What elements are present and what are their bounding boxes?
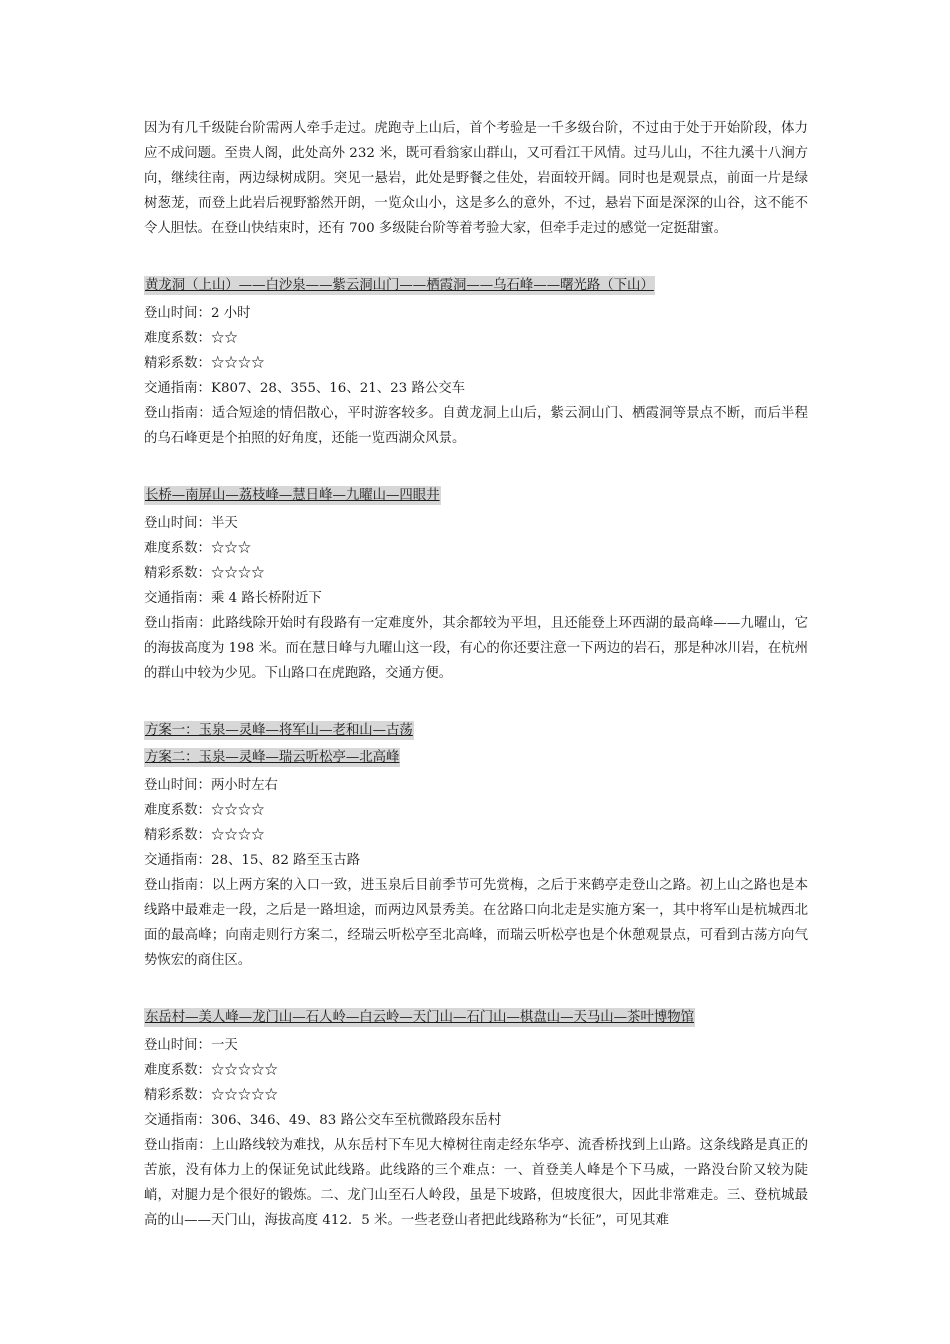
label-difficulty: 难度系数： — [144, 541, 211, 556]
label-guide: 登山指南： — [144, 616, 212, 631]
label-highlight: 精彩系数： — [144, 828, 211, 843]
difficulty — [144, 1058, 808, 1083]
route-title: 黄龙洞（上山）——白沙泉——紫云洞山门——栖霞洞——乌石峰——曙光路（下山） — [145, 278, 654, 293]
value-difficulty: ☆☆☆ — [210, 541, 252, 556]
label-time: 登山时间： — [144, 516, 211, 531]
guide — [144, 401, 808, 451]
value-guide: 以上两方案的入口一致，进玉泉后目前季节可先赏梅，之后于来鹤亭走登山之路。初上山之路也是本线路中最难走一段，之后是一路坦途，而两边风景秀美。在岔路口向北走是实施方案一，其中将军山是杭城西北面的最高峰；向南走则行方案二，经瑞云听松亭至北高峰，而瑞云听松亭也是个休憩观景点，可看到古荡方向气势恢宏的商住区。 — [144, 878, 809, 968]
difficulty — [144, 536, 808, 561]
label-transport: 交通指南： — [144, 381, 211, 396]
label-transport: 交通指南： — [144, 1113, 211, 1128]
transport — [144, 376, 808, 401]
climb-time — [144, 301, 808, 326]
guide — [144, 873, 808, 973]
label-guide: 登山指南： — [144, 1138, 212, 1153]
transport — [144, 1108, 808, 1133]
intro-paragraph: 因为有几千级陡台阶需两人牵手走过。虎跑寺上山后，首个考验是一千多级台阶，不过由于处于开始阶段，体力应不成问题。至贵人阁，此处高外 232 米，既可看翁家山群山，又可看江干风情。过马儿山，不往九溪十八涧方向，继续往南，两边绿树成阴。突见一悬岩，此处是野餐之佳处，岩面较开阔。同时也是观景点，前面一片是绿树葱茏，而登上此岩后视野豁然开朗，一览众山小，这是多么的意外，不过，悬岩下面是深深的山谷，这不能不令人胆怯。在登山快结束时，还有 700 多级陡台阶等着考验大家，但牵手走过的感觉一定挺甜蜜。 — [144, 121, 808, 236]
value-guide: 上山路线较为难找，从东岳村下车见大樟树往南走经东华亭、流香桥找到上山路。这条线路是真正的苦旅，没有体力上的保证免试此线路。此线路的三个难点：一、首登美人峰是个下马威，一路没台阶又较为陡峭，对腿力是个很好的锻炼。二、龙门山至石人岭段，虽是下坡路，但坡度很大，因此非常难走。三、登杭城最高的山——天门山，海拔高度 412．5 米。一些老登山者把此线路称为“长征”，可见其难 — [144, 1138, 809, 1228]
value-difficulty: ☆☆☆☆☆ — [210, 1063, 278, 1078]
label-difficulty: 难度系数： — [144, 1063, 211, 1078]
value-time: 两小时左右 — [210, 778, 278, 793]
value-time: 一天 — [210, 1038, 238, 1053]
route-title: 东岳村—美人峰—龙门山—石人岭—白云岭—天门山—石门山—棋盘山—天马山—茶叶博物馆 — [145, 1010, 695, 1025]
label-guide: 登山指南： — [144, 878, 212, 893]
guide — [144, 1133, 808, 1233]
label-transport: 交通指南： — [144, 853, 211, 868]
label-time: 登山时间： — [144, 778, 211, 793]
value-highlight: ☆☆☆☆ — [210, 356, 265, 371]
value-time: 2 小时 — [210, 306, 251, 321]
value-highlight: ☆☆☆☆ — [210, 566, 265, 581]
highlight — [144, 561, 808, 586]
value-difficulty: ☆☆ — [210, 331, 238, 346]
highlight — [144, 1083, 808, 1108]
route-title: 方案一：玉泉—灵峰—将军山—老和山—古荡 — [145, 723, 413, 738]
route-section-3 — [144, 719, 808, 973]
guide — [144, 611, 808, 686]
value-difficulty: ☆☆☆☆ — [210, 803, 265, 818]
label-difficulty: 难度系数： — [144, 803, 211, 818]
value-guide: 适合短途的情侣散心，平时游客较多。自黄龙洞上山后，紫云洞山门、栖霞洞等景点不断，而后半程的乌石峰更是个拍照的好角度，还能一览西湖众风景。 — [144, 406, 809, 446]
value-transport: 乘 4 路长桥附近下 — [210, 591, 322, 606]
value-highlight: ☆☆☆☆☆ — [210, 1088, 278, 1103]
value-transport: 28、15、82 路至玉古路 — [210, 853, 361, 868]
climb-time — [144, 511, 808, 536]
difficulty — [144, 326, 808, 351]
value-highlight: ☆☆☆☆ — [210, 828, 265, 843]
transport — [144, 586, 808, 611]
value-time: 半天 — [210, 516, 238, 531]
label-guide: 登山指南： — [144, 406, 212, 421]
difficulty — [144, 798, 808, 823]
transport — [144, 848, 808, 873]
route-section-4 — [144, 1006, 808, 1233]
value-transport: K807、28、355、16、21、23 路公交车 — [210, 381, 466, 396]
label-transport: 交通指南： — [144, 591, 211, 606]
label-time: 登山时间： — [144, 306, 211, 321]
climb-time — [144, 1033, 808, 1058]
label-difficulty: 难度系数： — [144, 331, 211, 346]
route-section-1 — [144, 274, 808, 451]
label-time: 登山时间： — [144, 1038, 211, 1053]
value-guide: 此路线除开始时有段路有一定难度外，其余都较为平坦，且还能登上环西湖的最高峰——九曜山，它的海拔高度为 198 米。而在慧日峰与九曜山这一段，有心的你还要注意一下两边的岩石，那是种冰川岩，在杭州的群山中较为少见。下山路口在虎跑路，交通方便。 — [144, 616, 809, 681]
label-highlight: 精彩系数： — [144, 1088, 211, 1103]
climb-time — [144, 773, 808, 798]
route-title-alt: 方案二：玉泉—灵峰—瑞云听松亭—北高峰 — [145, 750, 400, 765]
label-highlight: 精彩系数： — [144, 356, 211, 371]
highlight — [144, 823, 808, 848]
value-transport: 306、346、49、83 路公交车至杭微路段东岳村 — [210, 1113, 502, 1128]
document-page — [144, 116, 808, 1233]
label-highlight: 精彩系数： — [144, 566, 211, 581]
highlight — [144, 351, 808, 376]
route-title: 长桥—南屏山—荔枝峰—慧日峰—九曜山—四眼井 — [145, 488, 440, 503]
route-section-2 — [144, 484, 808, 686]
